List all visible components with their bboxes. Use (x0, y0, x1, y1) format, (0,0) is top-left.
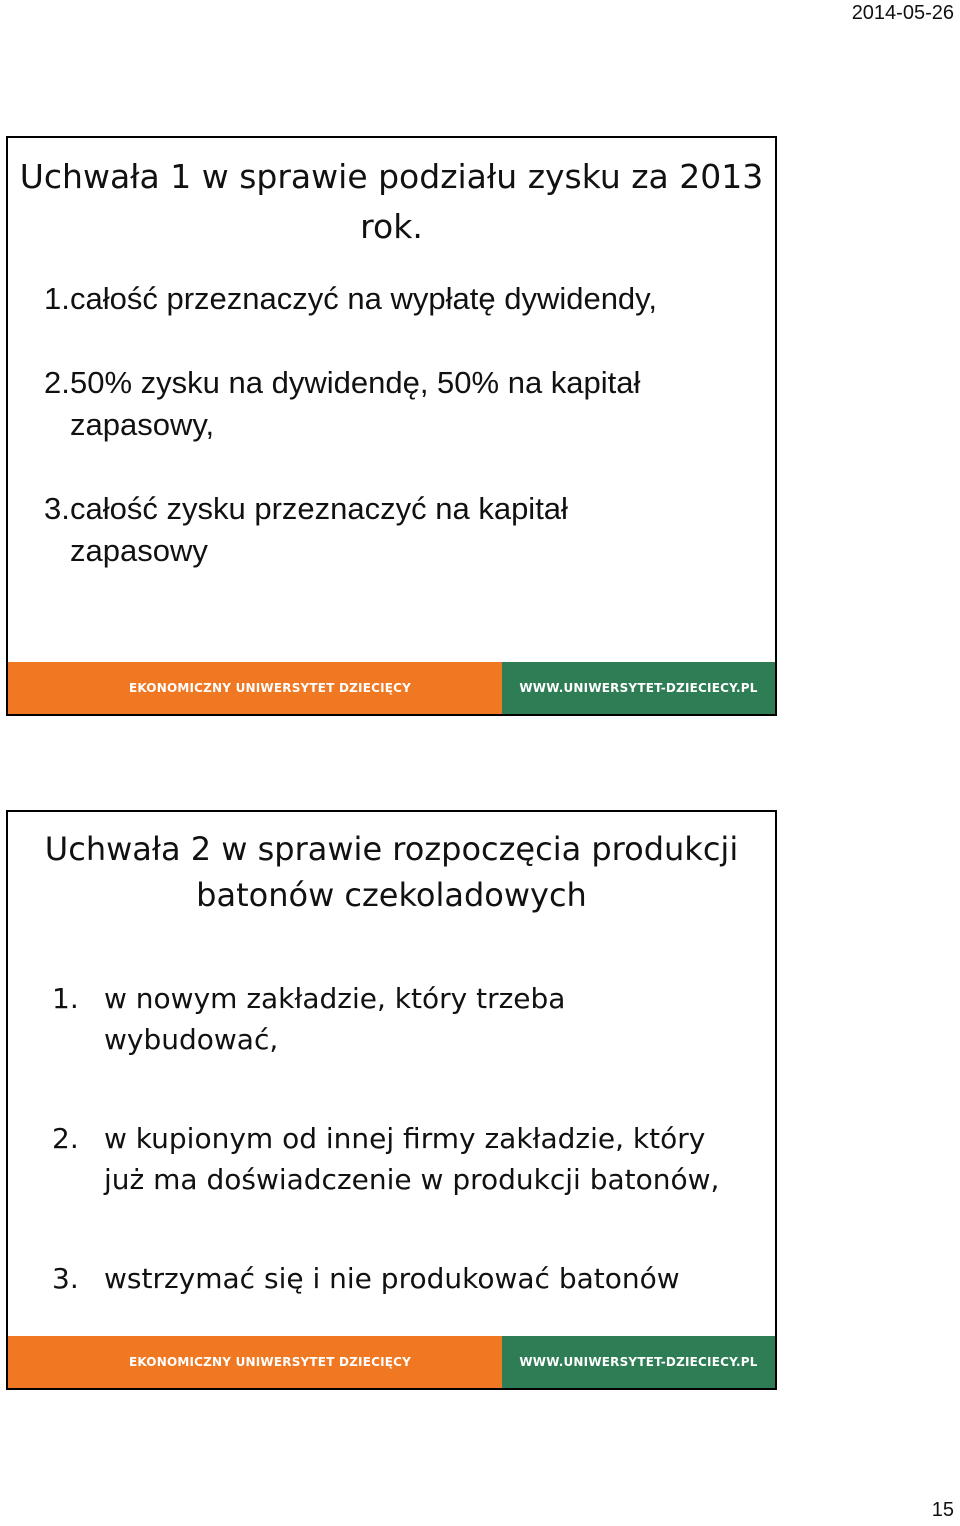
list-item-text: w nowym zakładzie, który trzeba wybudować, (104, 982, 566, 1056)
slide-1-list-item-2 (44, 362, 710, 446)
slide-2-body (8, 812, 775, 1336)
list-item-number: 3. (52, 1262, 79, 1295)
list-item-number: 2. (52, 1122, 79, 1155)
list-item-text: 50% zysku na dywidendę, 50% na kapitał zapasowy, (70, 365, 641, 442)
slide-1-list-item-1 (44, 278, 730, 320)
slide-2 (6, 810, 777, 1390)
slide-2-footer (8, 1336, 775, 1388)
page-number: 15 (931, 1499, 954, 1521)
footer-right-band (502, 662, 775, 714)
list-item-number: 1. (52, 982, 79, 1015)
footer-organization-name: EKONOMICZNY UNIWERSYTET DZIECIĘCY (128, 681, 412, 695)
list-item-number: 3. (44, 491, 70, 526)
list-item-text: wstrzymać się i nie produkować batonów (104, 1262, 680, 1295)
page-date: 2014-05-26 (851, 2, 954, 24)
footer-website: WWW.UNIWERSYTET-DZIECIECY.PL (519, 1355, 758, 1369)
footer-website: WWW.UNIWERSYTET-DZIECIECY.PL (519, 681, 758, 695)
footer-left-band (8, 1336, 502, 1388)
slide-2-list-item-1 (52, 978, 604, 1060)
footer-left-band (8, 662, 502, 714)
slide-1-body (8, 138, 775, 662)
list-item-text: całość przeznaczyć na wypłatę dywidendy, (70, 281, 657, 316)
footer-organization-name: EKONOMICZNY UNIWERSYTET DZIECIĘCY (128, 1355, 412, 1369)
list-item-text: całość zysku przeznaczyć na kapitał zapasowy (70, 491, 568, 568)
slide-1-footer (8, 662, 775, 714)
slide-2-list-item-2 (52, 1118, 744, 1200)
list-item-number: 1. (44, 281, 70, 316)
slide-1-title (8, 152, 775, 252)
list-item-number: 2. (44, 365, 70, 400)
footer-right-band (502, 1336, 775, 1388)
slide-2-title (8, 826, 775, 918)
slide-2-title-line-1: Uchwała 2 w sprawie rozpoczęcia produkcji (44, 830, 739, 868)
slide-2-title-line-2: batonów czekoladowych (196, 876, 587, 914)
list-item-text: w kupionym od innej firmy zakładzie, który już ma doświadczenie w produkcji batonów, (104, 1122, 720, 1196)
slide-1-title-line-1: Uchwała 1 w sprawie podziału zysku za 2013 (19, 157, 764, 196)
slide-1-title-line-2: rok. (360, 207, 423, 246)
slide-1 (6, 136, 777, 716)
slide-1-list-item-3 (44, 488, 650, 572)
slide-2-list-item-3 (52, 1258, 744, 1299)
